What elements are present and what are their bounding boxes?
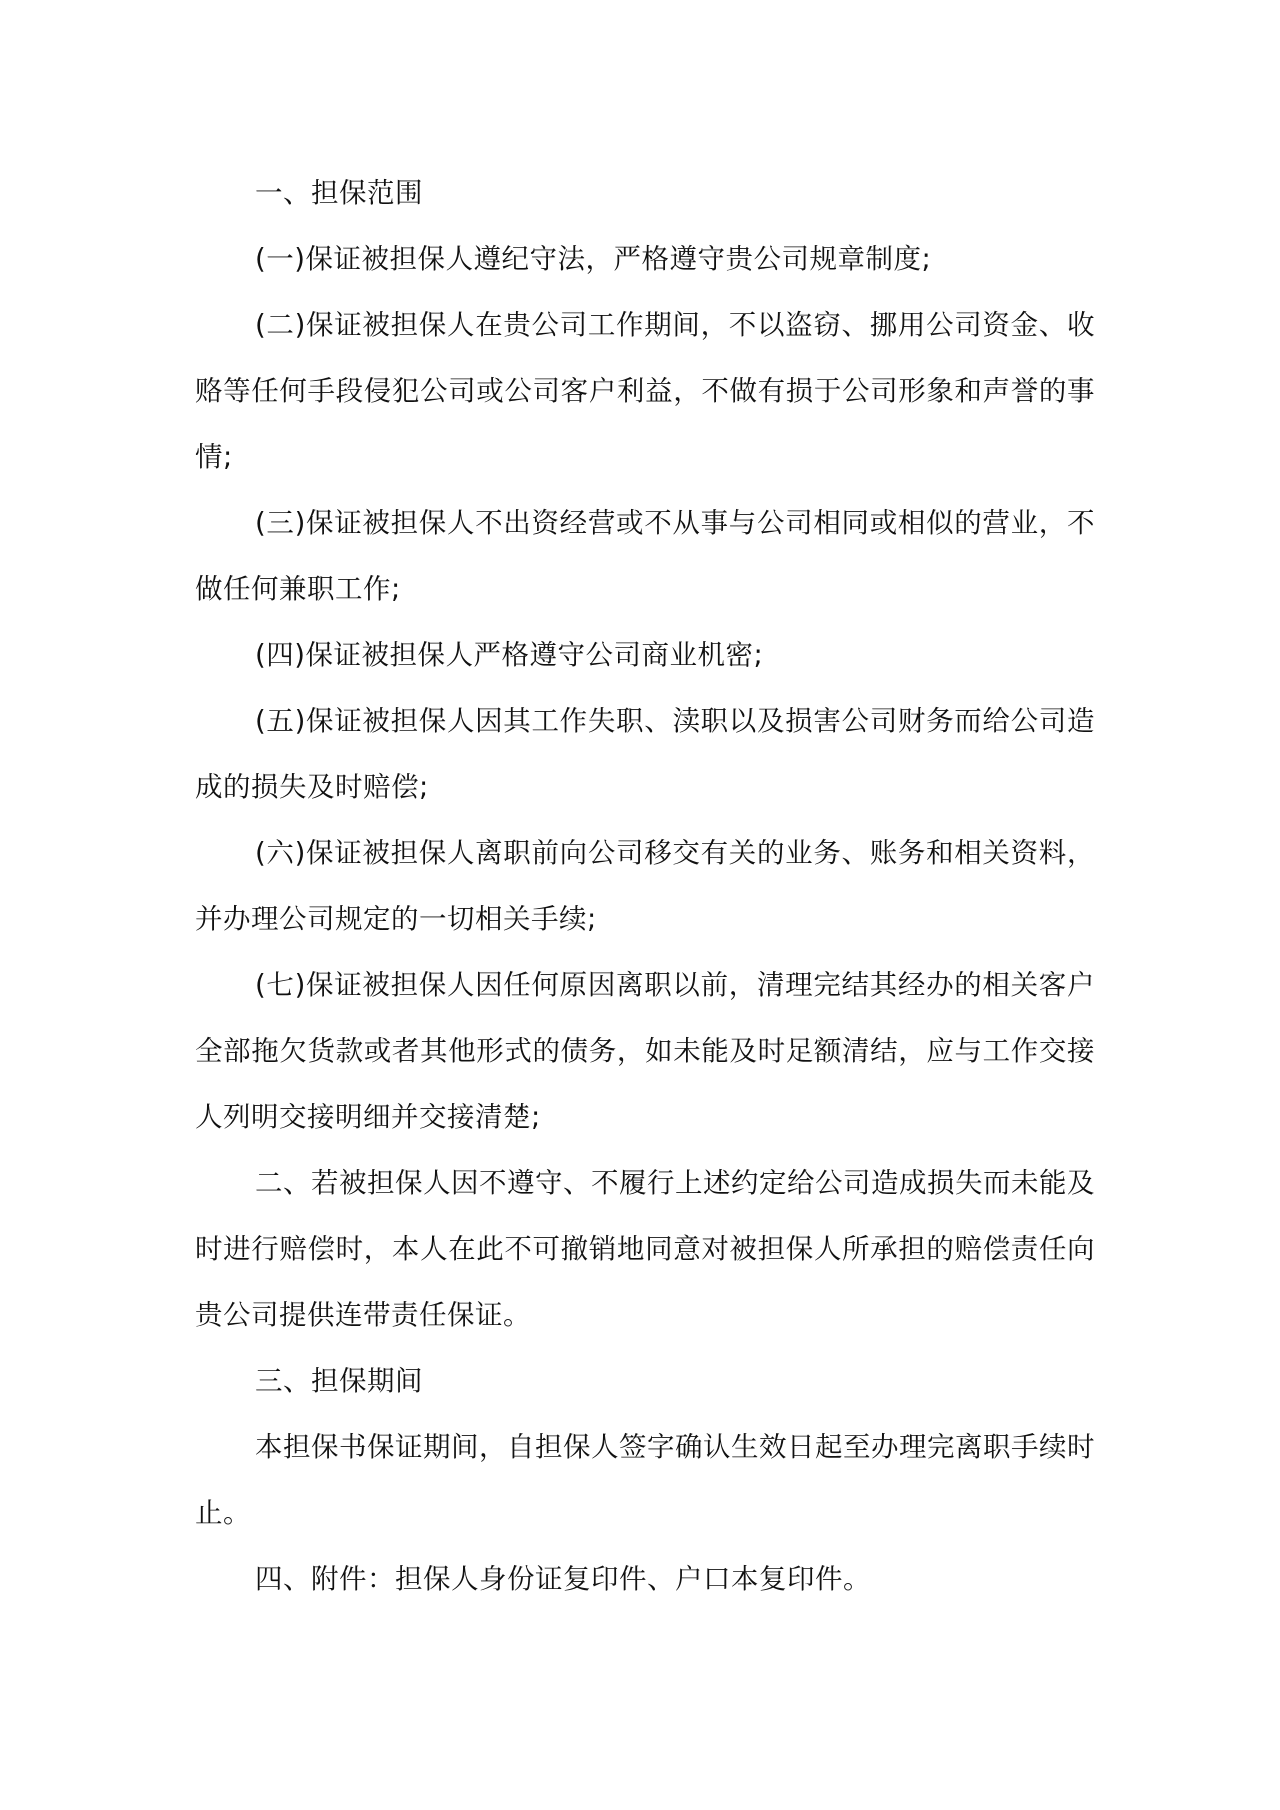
document-body	[195, 160, 1095, 1612]
section-liability: 二、若被担保人因不遵守、不履行上述约定给公司造成损失而未能及时进行赔偿时，本人在此不可撤销地同意对被担保人所承担的赔偿责任向贵公司提供连带责任保证。	[195, 1167, 1095, 1331]
period-text: 本担保书保证期间，自担保人签字确认生效日起至办理完离职手续时止。	[195, 1431, 1095, 1529]
clause-7: (七)保证被担保人因任何原因离职以前，清理完结其经办的相关客户全部拖欠货款或者其他形式的债务，如未能及时足额清结，应与工作交接人列明交接明细并交接清楚;	[195, 969, 1095, 1133]
clause-1: (一)保证被担保人遵纪守法，严格遵守贵公司规章制度;	[255, 243, 932, 275]
clause-3: (三)保证被担保人不出资经营或不从事与公司相同或相似的营业，不做任何兼职工作;	[195, 507, 1095, 605]
section-heading-period: 三、担保期间	[255, 1365, 423, 1397]
clause-5: (五)保证被担保人因其工作失职、渎职以及损害公司财务而给公司造成的损失及时赔偿;	[195, 705, 1095, 803]
section-heading-scope: 一、担保范围	[255, 177, 423, 209]
clause-6: (六)保证被担保人离职前向公司移交有关的业务、账务和相关资料，并办理公司规定的一切相关手续;	[195, 837, 1095, 935]
clause-2: (二)保证被担保人在贵公司工作期间，不以盗窃、挪用公司资金、收赂等任何手段侵犯公司或公司客户利益，不做有损于公司形象和声誉的事情;	[195, 309, 1095, 473]
section-attachments: 四、附件：担保人身份证复印件、户口本复印件。	[255, 1563, 871, 1595]
clause-4: (四)保证被担保人严格遵守公司商业机密;	[255, 639, 764, 671]
